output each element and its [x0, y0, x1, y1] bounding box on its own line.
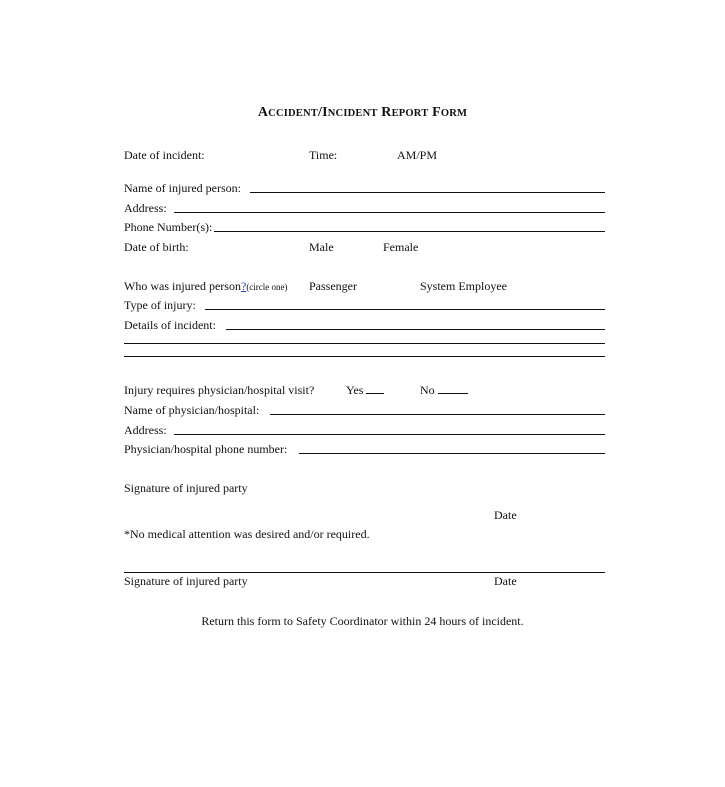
date-of-incident-label: Date of incident: — [124, 148, 205, 162]
physician-phone-label: Physician/hospital phone number: — [124, 442, 288, 456]
yes-text: Yes — [346, 383, 364, 397]
type-of-injury-label: Type of injury: — [124, 298, 196, 312]
address-field[interactable] — [174, 212, 605, 213]
date-of-birth-label: Date of birth: — [124, 240, 189, 254]
physician-phone-field[interactable] — [299, 453, 605, 454]
title-part: A — [257, 105, 269, 120]
form-title — [0, 104, 725, 121]
details-of-incident-field[interactable] — [226, 329, 605, 330]
who-injured-label — [124, 279, 288, 294]
title-part: CCIDENT — [268, 108, 318, 119]
title-part: EPORT — [391, 108, 429, 119]
female-option[interactable]: Female — [383, 240, 419, 254]
no-medical-attention-note: *No medical attention was desired and/or required. — [124, 527, 370, 541]
title-part: ORM — [440, 108, 468, 119]
no-option[interactable] — [420, 383, 468, 397]
address-label: Address: — [124, 201, 167, 215]
signature-injured-label-2: Signature of injured party — [124, 574, 248, 588]
who-injured-text: Who was injured person — [124, 279, 241, 293]
no-blank[interactable] — [438, 383, 468, 394]
name-injured-field[interactable] — [250, 192, 605, 193]
title-part: R — [377, 105, 392, 120]
passenger-option[interactable]: Passenger — [309, 279, 357, 293]
physician-name-label: Name of physician/hospital: — [124, 403, 260, 417]
circle-one-hint: (circle one) — [246, 282, 288, 292]
physician-address-label: Address: — [124, 423, 167, 437]
date-label-2: Date — [494, 574, 517, 588]
date-label-1: Date — [494, 508, 517, 522]
physician-visit-label: Injury requires physician/hospital visit? — [124, 383, 315, 397]
yes-blank[interactable] — [366, 383, 384, 394]
title-part: F — [428, 105, 441, 120]
question-mark: ? — [240, 279, 247, 293]
time-label: Time: — [309, 148, 338, 162]
am-pm-label: AM/PM — [397, 148, 438, 162]
signature-injured-label-1: Signature of injured party — [124, 481, 248, 495]
return-instructions: Return this form to Safety Coordinator within 24 hours of incident. — [201, 614, 524, 628]
physician-name-field[interactable] — [270, 414, 605, 415]
title-part: NCIDENT — [327, 108, 378, 119]
phone-numbers-field[interactable] — [214, 231, 605, 232]
details-of-incident-label: Details of incident: — [124, 318, 216, 332]
type-of-injury-field[interactable] — [205, 309, 605, 310]
no-text: No — [420, 383, 435, 397]
name-injured-label: Name of injured person: — [124, 181, 241, 195]
details-of-incident-field-line-3[interactable] — [124, 356, 605, 357]
title-part: /I — [318, 105, 328, 120]
signature-line-2[interactable] — [124, 572, 605, 573]
yes-option[interactable] — [346, 383, 384, 397]
male-option[interactable]: Male — [309, 240, 334, 254]
details-of-incident-field-line-2[interactable] — [124, 343, 605, 344]
system-employee-option[interactable]: System Employee — [420, 279, 507, 293]
physician-address-field[interactable] — [174, 434, 605, 435]
phone-numbers-label: Phone Number(s): — [124, 220, 213, 234]
